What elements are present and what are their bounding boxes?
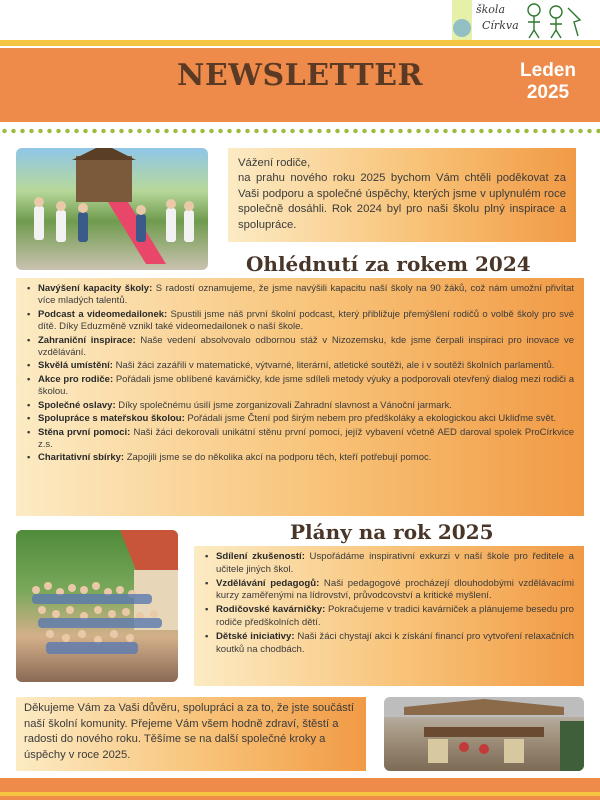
school-logo-icon (452, 0, 588, 40)
newsletter-title: NEWSLETTER (177, 58, 423, 93)
item-label: Dětské iniciativy: (216, 631, 295, 643)
item-label: Sdílení zkušeností: (216, 551, 305, 562)
item-text: Uspořádáme inspirativní exkurzi v naší škole pro ředitele a učitele jiných škol. (216, 551, 574, 575)
review-section-title: Ohlédnutí za rokem 2024 (246, 252, 531, 276)
item-text: Díky společnému úsilí jsme zorganizovali Zahradní slavnost a Vánoční jarmark. (115, 399, 452, 411)
item-label: Vzdělávání pedagogů: (216, 577, 320, 589)
list-item (204, 578, 574, 603)
issue-month: Leden (520, 60, 576, 81)
plans-box (194, 546, 584, 686)
item-label: Stěna první pomoci: (38, 426, 131, 438)
issue-year: 2025 (526, 82, 570, 103)
list-item (26, 400, 574, 412)
list-item (26, 283, 574, 308)
school-group-photo (16, 530, 178, 682)
plans-section-title: Plány na rok 2025 (290, 520, 494, 544)
list-item (204, 551, 574, 576)
list-item (204, 631, 574, 656)
item-text: Pokračujeme v tradici kavárniček a plánujeme besedu pro rodiče předškolních dětí. (216, 604, 574, 628)
list-item (26, 309, 574, 334)
christmas-market-photo (384, 697, 584, 771)
item-label: Akce pro rodiče: (38, 373, 114, 385)
review-box (16, 278, 584, 516)
top-accent-bar (0, 40, 600, 46)
list-item (26, 374, 574, 399)
item-text: Naši žáci dekorovali unikátní stěnu první pomoci, jejíž vybavení včetně AED daroval spolek ProCírkvice z.s. (38, 426, 574, 450)
list-item (26, 413, 574, 425)
list-item (26, 452, 574, 464)
list-item (26, 335, 574, 360)
plans-list (204, 551, 574, 656)
item-text: Pořádali jsme Čtení pod širým nebem pro předškoláky a ekologickou akci Ukliďme svět. (184, 413, 556, 425)
issue-date (508, 60, 588, 104)
footer-accent-line (0, 792, 600, 796)
item-label: Charitativní sbírky: (38, 452, 125, 464)
intro-text: Vážení rodiče, na prahu nového roku 2025 bychom Vám chtěli poděkovat za Vaši podporu a společné úspěchy, kterých jsme v uplynulém roce společně dosáhli. Rok 2024 byl pro naši školu plný inspirace a spolupráce. (238, 157, 566, 231)
item-text: S radostí oznamujeme, že jsme navýšili kapacitu naší školy na 90 žáků, což nám umožní přivítat více mladých talentů. (38, 283, 574, 307)
dotted-divider (0, 128, 600, 134)
item-text: Naši pedagogové procházejí dlouhodobými vzdělávacími kurzy zaměřenými na lídrovství, průvodcovství a kritické myšlení. (216, 577, 574, 602)
intro-box (228, 148, 576, 242)
item-text: Zapojili jsme se do několika akcí na podporu těch, kteří potřebují pomoc. (124, 452, 432, 464)
item-label: Společné oslavy: (38, 399, 116, 411)
item-text: Naši žáci zazářili v matematické, výtvarné, literární, atletické soutěži, ale i v soutěži školních parlamentů. (112, 360, 555, 372)
item-text: Naše vedení absolvovalo odbornou stáž v Nizozemsku, kde jsme čerpali inspiraci pro inovace ve vzdělávání. (38, 334, 574, 358)
item-text: Pořádali jsme oblíbené kavárničky, kde jsme sdíleli metody výuky a podporovali otevřený dialog mezi rodiči a školou. (38, 373, 574, 398)
item-label: Navýšení kapacity školy: (38, 283, 153, 294)
footer-band (0, 778, 600, 800)
playground-group-photo (16, 148, 208, 270)
item-label: Skvělá umístění: (38, 360, 113, 372)
logo-line-2: Církva (482, 19, 519, 32)
list-item (26, 360, 574, 372)
item-label: Zahraniční inspirace: (38, 334, 136, 346)
closing-box (16, 697, 366, 771)
item-label: Podcast a videomedailonek: (38, 308, 168, 320)
item-label: Rodičovské kavárničky: (216, 604, 326, 616)
list-item (204, 604, 574, 629)
item-label: Spolupráce s mateřskou školou: (38, 413, 185, 425)
item-text: Spustili jsme náš první školní podcast, který přibližuje přemýšlení rodičů o volbě školy pro své dítě. Díky Eduzměně vznikl také videomedailonek o naší škole. (38, 308, 574, 333)
item-text: Naši žáci chystají akci k získání financí pro vytvoření relaxačních koutků na chodbách. (216, 631, 574, 655)
closing-text: Děkujeme Vám za Vaši důvěru, spolupráci a za to, že jste součástí naší školní komunity. Přejeme Vám všem hodně zdraví, štěstí a radosti do nového roku. Těšíme se na další společné kroky a úspěchy v roce 2025. (24, 702, 354, 761)
logo-line-1: škola (476, 3, 506, 16)
review-list (26, 283, 574, 465)
school-logo (452, 0, 588, 40)
list-item (26, 427, 574, 452)
